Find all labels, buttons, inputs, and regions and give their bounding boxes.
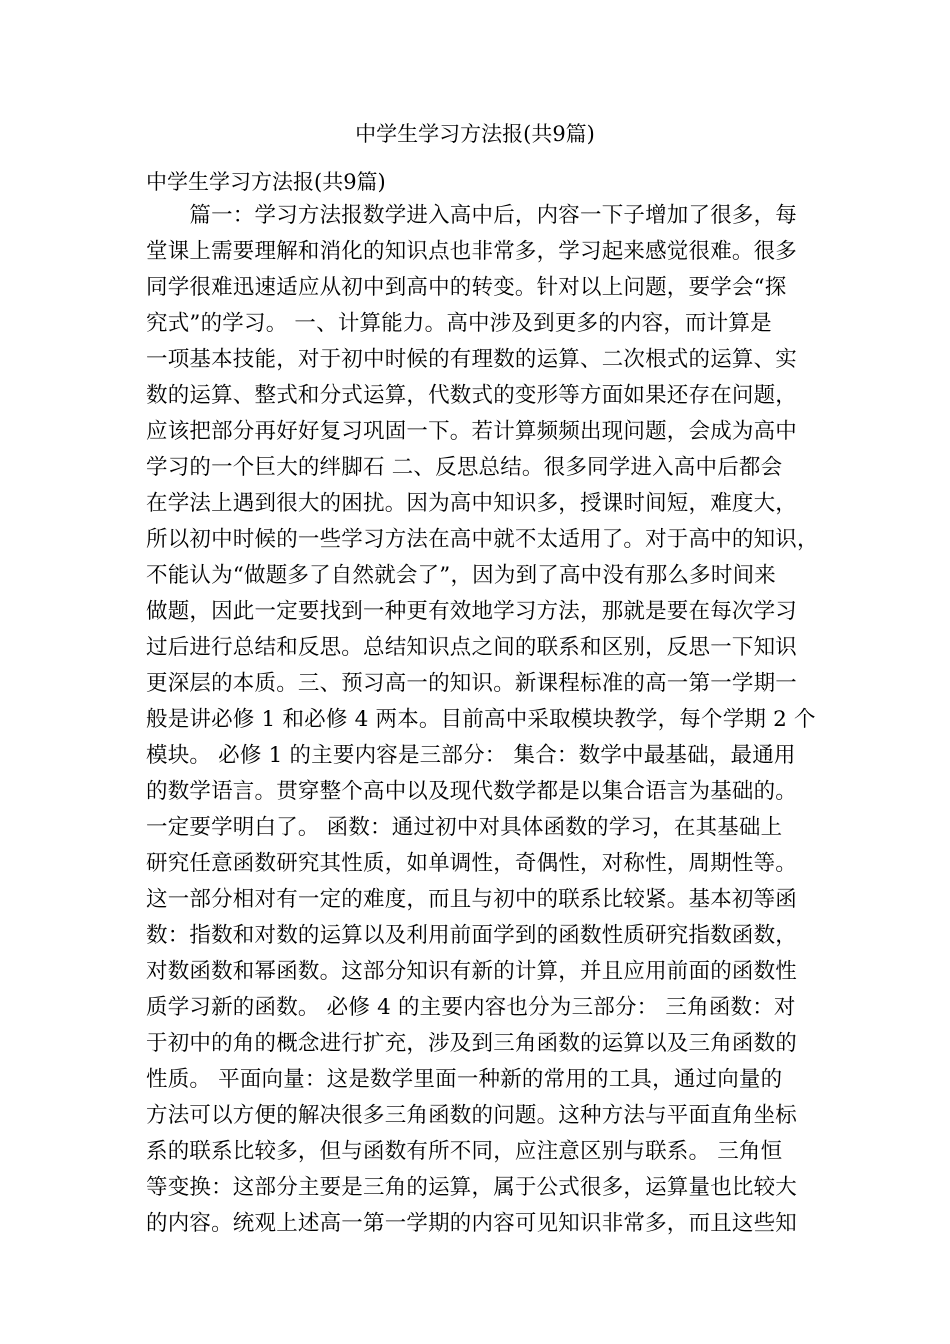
document-title: 中学生学习方法报(共9篇) [355,122,595,146]
body-line: 方法可以方便的解决很多三角函数的问题。这种方法与平面直角坐标 [146,1103,798,1128]
body-line: 一项基本技能，对于初中时候的有理数的运算、二次根式的运算、实 [146,347,798,372]
body-line: 数的运算、整式和分式运算，代数式的变形等方面如果还存在问题， [146,383,798,408]
body-line: 于初中的角的概念进行扩充，涉及到三角函数的运算以及三角函数的 [146,1031,798,1056]
body-line: 这一部分相对有一定的难度，而且与初中的联系比较紧。基本初等函 [146,887,798,912]
body-line: 堂课上需要理解和消化的知识点也非常多，学习起来感觉很难。很多 [146,239,798,264]
body-line: 的内容。统观上述高一第一学期的内容可见知识非常多，而且这些知 [146,1211,798,1236]
body-line: 一定要学明白了。 函数：通过初中对具体函数的学习，在其基础上 [146,815,783,840]
body-line: 过后进行总结和反思。总结知识点之间的联系和区别，反思一下知识 [146,635,798,660]
body-line: 更深层的本质。三、预习高一的知识。新课程标准的高一第一学期一 [146,671,798,696]
body-line: 的数学语言。贯穿整个高中以及现代数学都是以集合语言为基础的。 [146,779,798,804]
body-line: 做题，因此一定要找到一种更有效地学习方法，那就是要在每次学习 [146,599,798,624]
body-line: 所以初中时候的一些学习方法在高中就不太适用了。对于高中的知识， [146,527,819,552]
body-line: 究式”的学习。 一、计算能力。高中涉及到更多的内容，而计算是 [146,311,772,336]
document-subtitle: 中学生学习方法报(共9篇) [146,170,386,194]
body-line: 同学很难迅速适应从初中到高中的转变。针对以上问题，要学会“探 [146,275,787,300]
body-line: 篇一：学习方法报数学进入高中后，内容一下子增加了很多，每 [146,203,798,228]
body-line: 模块。 必修 1 的主要内容是三部分： 集合：数学中最基础，最通用 [146,743,796,768]
body-line: 数：指数和对数的运算以及利用前面学到的函数性质研究指数函数， [146,923,798,948]
body-line: 在学法上遇到很大的困扰。因为高中知识多，授课时间短，难度大， [146,491,798,516]
body-text [146,198,826,1242]
body-line: 系的联系比较多，但与函数有所不同，应注意区别与联系。 三角恒 [146,1139,783,1164]
body-line: 学习的一个巨大的绊脚石 二、反思总结。很多同学进入高中后都会 [146,455,783,480]
body-line: 应该把部分再好好复习巩固一下。若计算频频出现问题，会成为高中 [146,419,798,444]
body-line: 对数函数和幂函数。这部分知识有新的计算，并且应用前面的函数性 [146,959,798,984]
body-line: 般是讲必修 1 和必修 4 两本。目前高中采取模块教学，每个学期 2 个 [146,707,816,732]
body-line: 研究任意函数研究其性质，如单调性，奇偶性，对称性，周期性等。 [146,851,798,876]
body-line: 等变换：这部分主要是三角的运算，属于公式很多，运算量也比较大 [146,1175,798,1200]
body-line: 性质。 平面向量：这是数学里面一种新的常用的工具，通过向量的 [146,1067,783,1092]
body-line: 质学习新的函数。 必修 4 的主要内容也分为三部分： 三角函数：对 [146,995,796,1020]
body-line: 不能认为“做题多了自然就会了”，因为到了高中没有那么多时间来 [146,563,776,588]
